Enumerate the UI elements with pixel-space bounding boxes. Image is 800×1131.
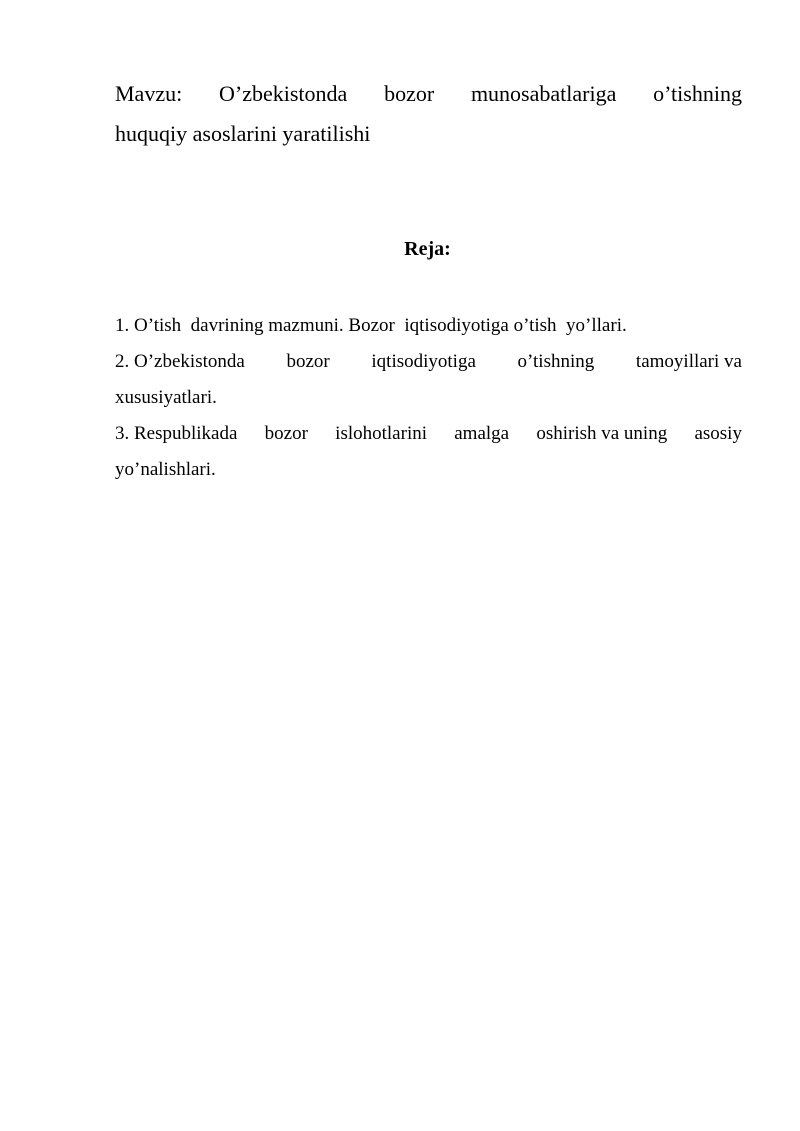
plan-item-word: 2. O’zbekistonda — [115, 351, 245, 372]
plan-item-word: islohotlarini — [335, 423, 427, 444]
plan-item-1: 1. O’tish davrining mazmuni. Bozor iqtisodiyotiga o’tish yo’llari. — [115, 315, 627, 336]
plan-item-word: oshirish va uning — [536, 423, 668, 444]
plan-item-word: amalga — [454, 423, 510, 444]
title-line-2: huquqiy asoslarini yaratilishi — [115, 121, 371, 146]
plan-item-word: o’tishning — [517, 351, 595, 372]
title-word: bozor — [384, 81, 435, 106]
plan-item-word: asosiy — [694, 423, 742, 444]
plan-item-2-line-2: xususiyatlari. — [115, 387, 217, 408]
plan-list — [115, 308, 742, 488]
plan-item-word: 3. Respublikada — [115, 423, 238, 444]
plan-item-3-line-2: yo’nalishlari. — [115, 459, 216, 480]
title-word: o’tishning — [653, 81, 742, 106]
plan-item-word: iqtisodiyotiga — [371, 351, 476, 372]
plan-heading: Reja: — [404, 238, 451, 260]
plan-item-word: bozor — [286, 351, 330, 372]
plan-item-word: tamoyillari va — [635, 351, 742, 372]
title-word: munosabatlariga — [470, 81, 617, 106]
plan-item-word: bozor — [264, 423, 308, 444]
document-title — [115, 74, 742, 154]
title-word: O’zbekistonda — [218, 81, 348, 106]
plan-item-3-line-1 — [115, 416, 742, 452]
title-word: Mavzu: — [115, 81, 183, 106]
title-line-1 — [115, 74, 742, 114]
plan-item-2-line-1 — [115, 344, 742, 380]
